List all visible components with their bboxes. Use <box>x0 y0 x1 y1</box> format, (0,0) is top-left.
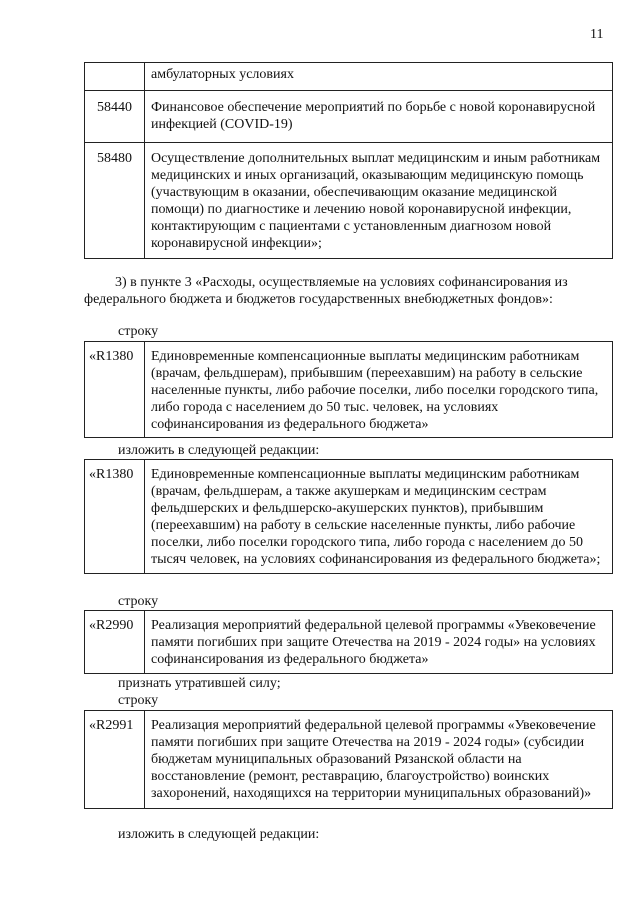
label-izlozhit: изложить в следующей редакции: <box>118 827 320 842</box>
label-izlozhit: изложить в следующей редакции: <box>118 443 320 458</box>
code-cell: 58440 <box>85 91 145 142</box>
table-row <box>85 63 612 90</box>
description-cell: Реализация мероприятий федеральной целевой программы «Увековечение памяти погибших при защите Отечества на 2019 - 2024 годы» (субсидии бюджетам муниципальных образований Рязанской области на восстановление (ремонт, реставрацию, благоустройство) воинских захоронений, находящихся на территории муниципальных образований)» <box>151 718 596 801</box>
code-cell <box>85 63 145 90</box>
label-stroku: строку <box>118 594 159 609</box>
label-stroku: строку <box>118 324 159 339</box>
table-row <box>85 142 612 258</box>
label-stroku: строку <box>118 693 159 708</box>
budget-codes-table <box>84 62 613 259</box>
table-row <box>85 90 612 142</box>
description-cell: Реализация мероприятий федеральной целевой программы «Увековечение памяти погибших при защите Отечества на 2019 - 2024 годы» на условиях софинансирования из федерального бюджета» <box>151 618 596 667</box>
r1380-old-table <box>84 341 613 438</box>
r1380-new-table <box>84 459 613 574</box>
table-row <box>85 342 612 437</box>
page-number: 11 <box>590 27 604 42</box>
code-cell: «R2990 <box>85 611 145 673</box>
paragraph-3: 3) в пункте 3 «Расходы, осуществляемые на условиях софинансирования из федерального бюджета и бюджетов государственных внебюджетных фондов»: <box>84 275 568 307</box>
table-row <box>85 711 612 808</box>
description-cell: Финансовое обеспечение мероприятий по борьбе с новой коронавирусной инфекцией (COVID-19) <box>151 100 596 132</box>
code-cell: «R1380 <box>85 460 145 573</box>
code-cell: «R1380 <box>85 342 145 437</box>
description-cell: амбулаторных условиях <box>151 67 294 82</box>
r2991-table <box>84 710 613 809</box>
code-cell: 58480 <box>85 143 145 258</box>
description-cell: Единовременные компенсационные выплаты медицинским работникам (врачам, фельдшерам), прибывшим (переехавшим) на работу в сельские населенные пункты, либо рабочие поселки, либо поселки городского типа, либо города с населением до 50 тыс. человек, на условиях софинансирования из федерального бюджета» <box>151 349 599 432</box>
r2990-table <box>84 610 613 674</box>
description-cell: Единовременные компенсационные выплаты медицинским работникам (врачам, фельдшерам, а также акушеркам и медицинским сестрам фельдшерских и фельдшерско-акушерских пунктов), прибывшим (переехавшим) на работу в сельские населенные пункты, либо рабочие поселки, либо поселки городского типа, либо города с населением до 50 тысяч человек, на условиях софинансирования из федерального бюджета»; <box>151 467 601 567</box>
description-cell: Осуществление дополнительных выплат медицинским и иным работникам медицинских и иных организаций, оказывающим медицинскую помощь (участвующим в оказании, обеспечивающим оказание медицинской помощи) по диагностике и лечению новой коронавирусной инфекции, контактирующим с пациентами с установленным диагнозом новой коронавирусной инфекции»; <box>151 151 601 251</box>
table-row <box>85 460 612 573</box>
table-row <box>85 611 612 673</box>
label-priznat: признать утратившей силу; <box>118 676 281 691</box>
code-cell: «R2991 <box>85 711 145 808</box>
